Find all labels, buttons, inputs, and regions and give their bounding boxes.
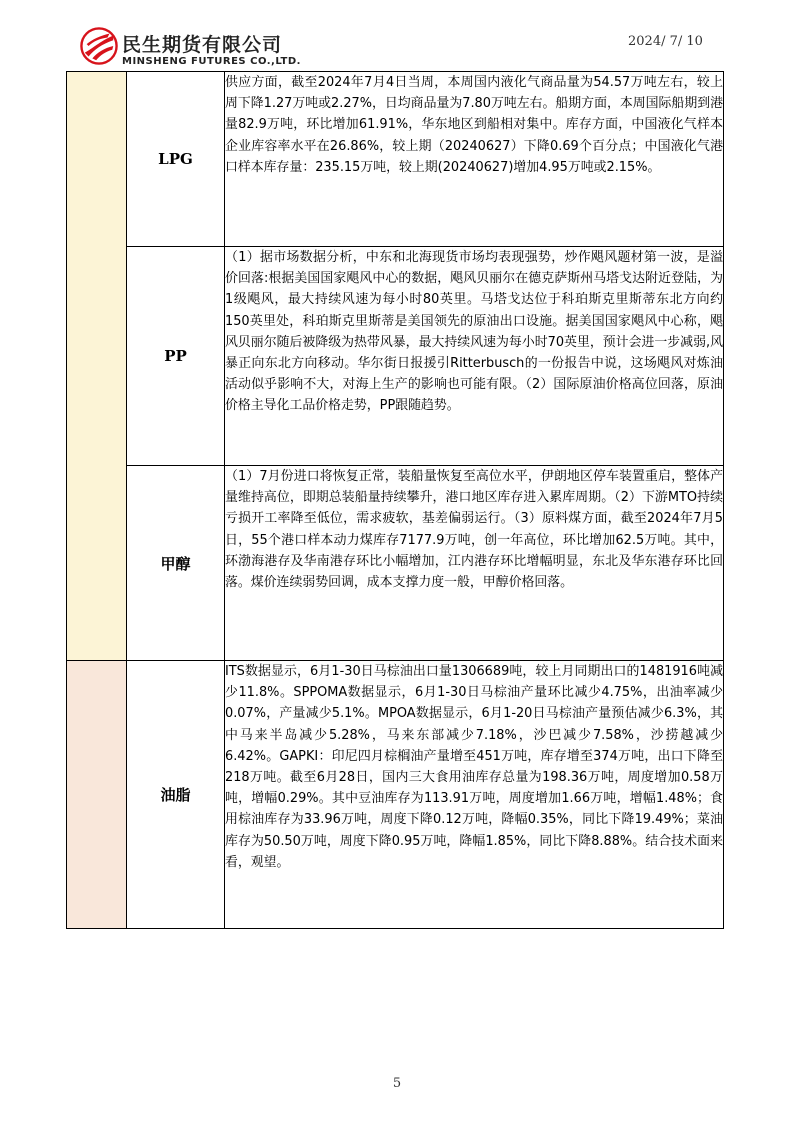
- commodity-analysis-text: （1）7月份进口将恢复正常，装船量恢复至高位水平，伊朗地区停车装置重启，整体产量维持高位，即期总装船量持续攀升，港口地区库存进入累库周期。（2）下游MTO持续亏损开工率降至低位，需求疲软，基差偏弱运行。（3）原料煤方面，截至2024年7月5日，55个港口样本动力煤库存7177.9万吨，创一年高位，环比增加62.5万吨。其中，环渤海港存及华南港存环比小幅增加，江内港存环比增幅明显，东北及华东港存环比回落。煤价连续弱势回调，成本支撑力度一般，甲醇价格回落。: [225, 466, 724, 661]
- section-side-cell: [67, 661, 127, 929]
- table-row: [67, 661, 724, 929]
- company-name-en: MINSHENG FUTURES CO.,LTD.: [122, 56, 301, 67]
- category-label: PP: [127, 247, 225, 466]
- commodity-analysis-text: （1）据市场数据分析，中东和北海现货市场均表现强势，炒作飓风题材第一波，是溢价回落:根据美国国家飓风中心的数据，飓风贝丽尔在德克萨斯州马塔戈达附近登陆，为1级飓风，最大持续风速为每小时80英里。马塔戈达位于科珀斯克里斯蒂东北方向约150英里处，科珀斯克里斯蒂是美国领先的原油出口设施。据美国国家飓风中心称，飓风贝丽尔随后被降级为热带风暴，最大持续风速为每小时70英里，预计会进一步减弱,风暴正向东北方向移动。华尔街日报援引Ritterbusch的一份报告中说，这场飓风对炼油活动似乎影响不大，对海上生产的影响也可能有限。（2）国际原油价格高位回落，原油价格主导化工品价格走势，PP跟随趋势。: [225, 247, 724, 466]
- category-label: 甲醇: [127, 466, 225, 661]
- table-row: [67, 72, 724, 247]
- commodity-analysis-text: 供应方面，截至2024年7月4日当周，本周国内液化气商品量为54.57万吨左右，较上周下降1.27万吨或2.27%，日均商品量为7.80万吨左右。船期方面，本周国际船期到港量82.9万吨，环比增加61.91%，华东地区到船相对集中。库存方面，中国液化气样本企业库容率水平在26.86%，较上期（20240627）下降0.69个百分点；中国液化气港口样本库存量：235.15万吨，较上期(20240627)增加4.95万吨或2.15%。: [225, 72, 724, 247]
- section-side-cell: [67, 72, 127, 661]
- page-number: 5: [392, 1076, 402, 1091]
- minsheng-logo-icon: [80, 27, 118, 65]
- report-date: 2024/ 7/ 10: [628, 34, 703, 49]
- table-row: [67, 466, 724, 661]
- company-name-cn: 民生期货有限公司: [122, 34, 283, 56]
- category-label: LPG: [127, 72, 225, 247]
- category-label: 油脂: [127, 661, 225, 929]
- page-header: [0, 0, 794, 72]
- commodity-analysis-text: ITS数据显示，6月1-30日马棕油出口量1306689吨，较上月同期出口的1481916吨减少11.8%。SPPOMA数据显示，6月1-30日马棕油产量环比减少4.75%，出油率减少0.07%，产量减少5.1%。MPOA数据显示，6月1-20日马棕油产量预估减少6.3%，其中马来半岛减少5.28%，马来东部减少7.18%，沙巴减少7.58%，沙捞越减少6.42%。GAPKI：印尼四月棕榈油产量增至451万吨，库存增至374万吨，出口下降至218万吨。截至6月28日，国内三大食用油库存总量为198.36万吨，周度增加0.58万吨，增幅0.29%。其中豆油库存为113.91万吨，周度增加1.66万吨，增幅1.48%；食用棕油库存为33.96万吨，周度下降0.12万吨，降幅0.35%，同比下降19.49%；菜油库存为50.50万吨，周度下降0.95万吨，降幅1.85%，同比下降8.88%。结合技术面来看，观望。: [225, 661, 724, 929]
- commodity-table: [66, 71, 724, 929]
- table-row: [67, 247, 724, 466]
